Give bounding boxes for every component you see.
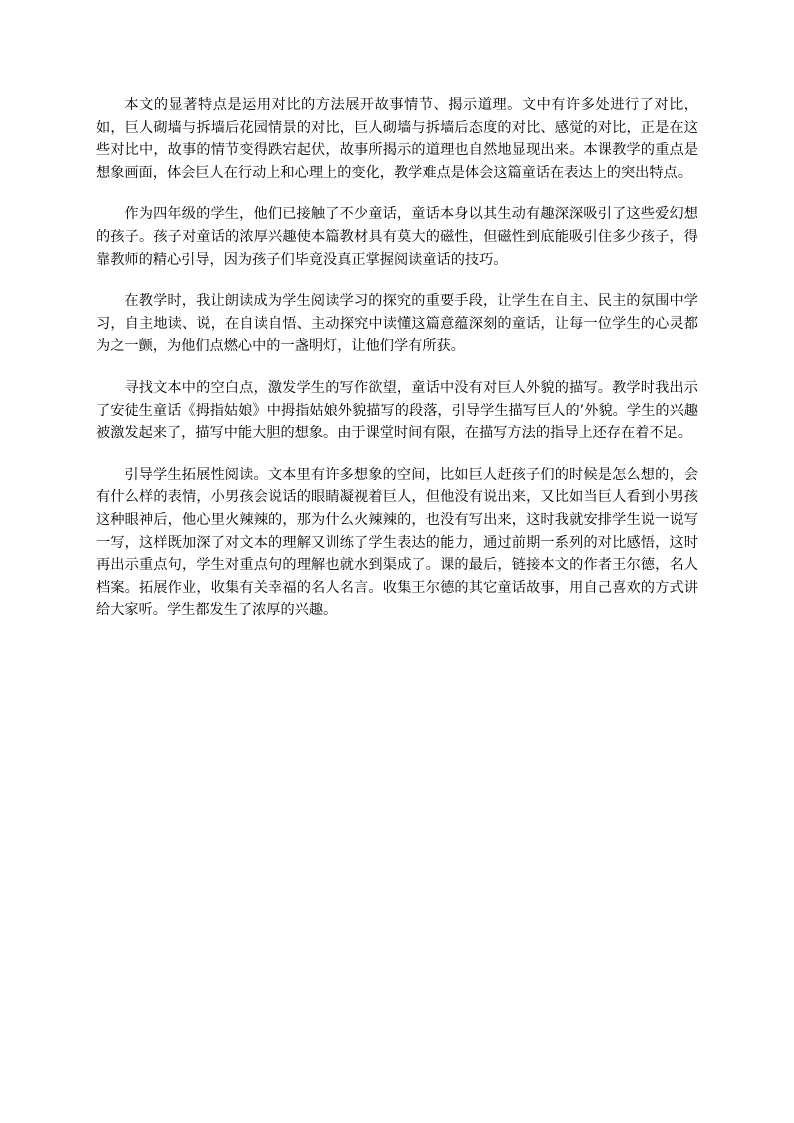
paragraph-3: 在教学时，我让朗读成为学生阅读学习的探究的重要手段，让学生在自主、民主的氛围中学习，自主地读、说，在自读自悟、主动探究中读懂这篇意蕴深刻的童话，让每一位学生的心灵都为之一颤，为他们点燃心中的一盏明灯，让他们学有所获。 (96, 293, 698, 355)
document-body (96, 94, 698, 641)
paragraph-1: 本文的显著特点是运用对比的方法展开故事情节、揭示道理。文中有许多处进行了对比，如，巨人砌墙与拆墙后花园情景的对比，巨人砌墙与拆墙后态度的对比、感觉的对比，正是在这些对比中，故事的情节变得跌宕起伏，故事所揭示的道理也自然地显现出来。本课教学的重点是想象画面，体会巨人在行动上和心理上的变化，教学难点是体会这篇童话在表达上的突出特点。 (96, 97, 698, 181)
paragraph-2: 作为四年级的学生，他们已接触了不少童话，童话本身以其生动有趣深深吸引了这些爱幻想的孩子。孩子对童话的浓厚兴趣使本篇教材具有莫大的磁性，但磁性到底能吸引住多少孩子，得靠教师的精心引导，因为孩子们毕竟没真正掌握阅读童话的技巧。 (96, 206, 698, 268)
paragraph-5: 引导学生拓展性阅读。文本里有许多想象的空间，比如巨人赶孩子们的时候是怎么想的，会有什么样的表情，小男孩会说话的眼睛凝视着巨人，但他没有说出来，又比如当巨人看到小男孩这种眼神后，他心里火辣辣的，那为什么火辣辣的，也没有写出来，这时我就安排学生说一说写一写，这样既加深了对文本的理解又训练了学生表达的能力，通过前期一系列的对比感悟，这时再出示重点句，学生对重点句的理解也就水到渠成了。课的最后，链接本文的作者王尔德，名人档案。拓展作业，收集有关幸福的名人名言。收集王尔德的其它童话故事，用自己喜欢的方式讲给大家听。学生都发生了浓厚的兴趣。 (96, 466, 698, 619)
paragraph-4: 寻找文本中的空白点，激发学生的写作欲望，童话中没有对巨人外貌的描写。教学时我出示了安徒生童话《拇指姑娘》中拇指姑娘外貌描写的段落，引导学生描写巨人的’外貌。学生的兴趣被激发起来了，描写中能大胆的想象。由于课堂时间有限，在描写方法的指导上还存在着不足。 (96, 379, 698, 442)
